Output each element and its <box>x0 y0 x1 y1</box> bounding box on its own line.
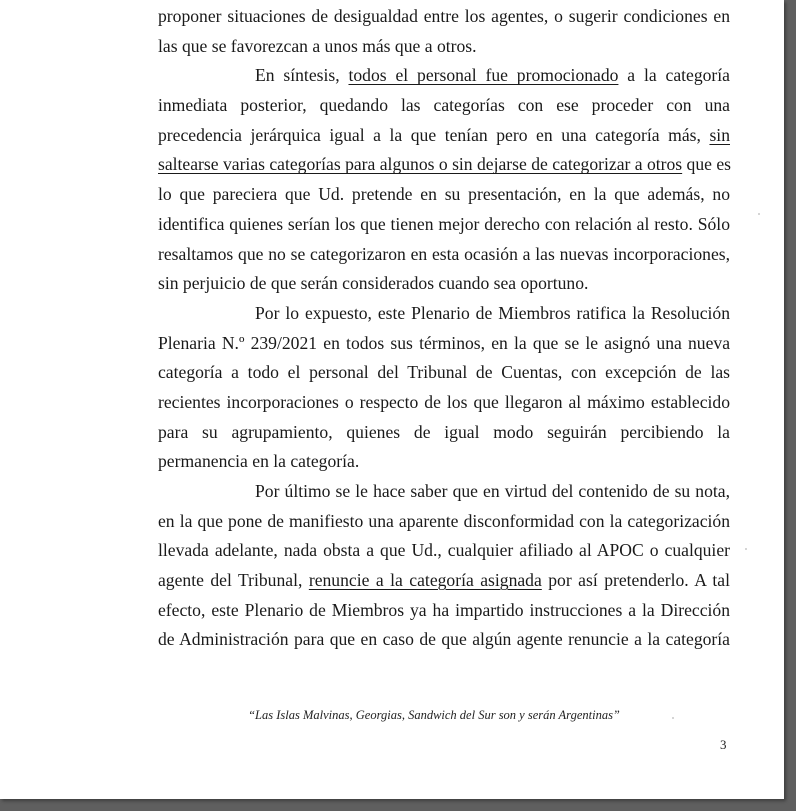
text-line <box>158 625 730 655</box>
scan-speck <box>745 548 747 550</box>
body-text <box>158 2 730 655</box>
text-run: proponer situaciones de desigualdad entre los agentes, o sugerir condiciones en <box>158 6 730 26</box>
text-run: En síntesis, <box>255 65 349 86</box>
text-run: de Administración para que en caso de que algún agente renuncie a la categoría <box>158 629 730 650</box>
text-line <box>158 358 730 388</box>
text-run: las que se favorezcan a unos más que a otros. <box>158 35 477 56</box>
text-run: categoría a todo el personal del Tribunal de Cuentas, con excepción de las <box>158 362 730 383</box>
text-line <box>158 596 730 626</box>
text-line <box>158 388 730 418</box>
text-run: Plenaria N.º 239/2021 en todos sus términos, en la que se le asignó una nueva <box>158 332 730 353</box>
scan-speck <box>758 213 760 215</box>
text-line <box>158 269 730 299</box>
text-line <box>158 91 730 121</box>
underlined-text: renuncie a la categoría asignada <box>308 570 542 591</box>
page-number: 3 <box>720 737 727 752</box>
text-line <box>158 61 730 91</box>
text-line <box>158 507 730 537</box>
text-run: agente del Tribunal, <box>158 570 309 591</box>
text-run: por así pretenderlo. A tal <box>541 570 730 591</box>
text-run: Por lo expuesto, este Plenario de Miembros ratifica la Resolución <box>255 302 730 323</box>
text-line <box>158 210 730 240</box>
underlined-text: sin <box>709 124 730 145</box>
text-line <box>158 566 730 596</box>
text-run: lo que pareciera que Ud. pretende en su presentación, en la que además, no <box>158 184 730 205</box>
underlined-text: saltearse varias categorías para algunos o sin dejarse de categorizar a otros <box>158 154 683 175</box>
text-run: para su agrupamiento, quienes de igual modo seguirán percibiendo la <box>158 421 730 442</box>
text-run: Por último se le hace saber que en virtud del contenido de su nota, <box>255 481 730 501</box>
text-line <box>158 2 730 32</box>
text-line <box>158 150 730 180</box>
text-run: a la categoría <box>618 65 730 86</box>
text-run: en la que pone de manifiesto una aparente disconformidad con la categorización <box>158 510 730 531</box>
text-line <box>158 32 730 62</box>
paragraph <box>158 477 730 655</box>
text-line <box>158 180 730 210</box>
text-line <box>158 329 730 359</box>
footer-quote <box>0 708 784 723</box>
text-run: permanencia en la categoría. <box>158 451 360 472</box>
paragraph <box>158 2 730 61</box>
text-run: identifica quienes serían los que tienen mejor derecho con relación al resto. Sólo <box>158 213 730 234</box>
text-run: resaltamos que no se categorizaron en esta ocasión a las nuevas incorporaciones, <box>158 243 730 264</box>
text-line <box>158 447 730 477</box>
text-run: que es <box>682 154 732 175</box>
text-line <box>158 121 730 151</box>
text-run: recientes incorporaciones o respecto de los que llegaron al máximo establecido <box>158 391 730 412</box>
text-run: llevada adelante, nada obsta a que Ud., cualquier afiliado al APOC o cualquier <box>158 540 730 561</box>
text-line <box>158 299 730 329</box>
footer-quote-text: “Las Islas Malvinas, Georgias, Sandwich del Sur son y serán Argentinas” <box>248 708 620 722</box>
scan-speck <box>672 717 674 719</box>
paragraph <box>158 61 730 299</box>
text-run: precedencia jerárquica igual a la que tenían pero en una categoría más, <box>158 124 710 145</box>
text-run: inmediata posterior, quedando las categorías con ese proceder con una <box>158 95 730 116</box>
text-run: efecto, este Plenario de Miembros ya ha impartido instrucciones a la Dirección <box>158 599 730 620</box>
underlined-text: todos el personal fue promocionado <box>348 65 619 86</box>
text-line <box>158 240 730 270</box>
text-line <box>158 477 730 507</box>
text-line <box>158 536 730 566</box>
text-line <box>158 418 730 448</box>
text-run: sin perjuicio de que serán considerados cuando sea oportuno. <box>158 273 589 294</box>
paragraph <box>158 299 730 477</box>
